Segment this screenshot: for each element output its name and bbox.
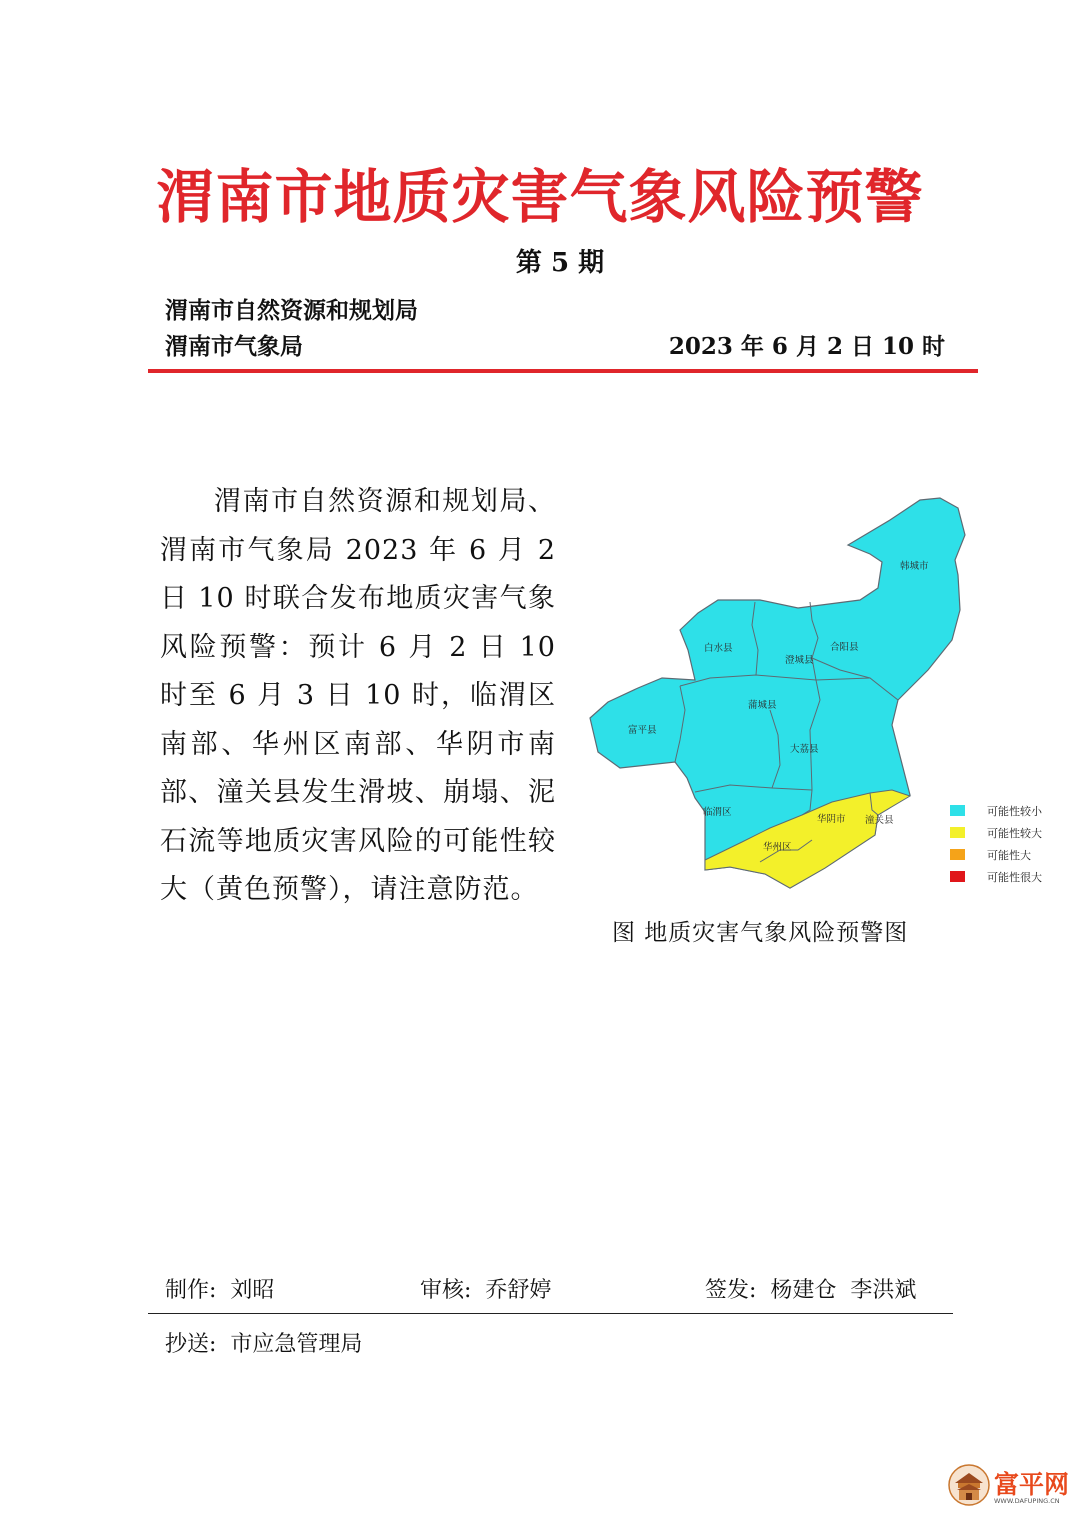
map-label-baishui: 白水县 (704, 643, 733, 654)
map-label-tongguan: 潼关县 (865, 815, 894, 826)
legend-item-high (950, 822, 1078, 844)
map-legend (950, 800, 1078, 888)
map-label-linwei: 临渭区 (703, 807, 732, 818)
legend-label-high: 可能性较大 (987, 827, 1042, 840)
footer-issued-by (705, 1273, 916, 1304)
document-title: 渭南市地质灾害气象风险预警 (156, 163, 924, 231)
issue-time: 2023 年 6 月 2 日 10 时 (668, 333, 945, 360)
legend-swatch-high (950, 827, 965, 838)
footer-rule (148, 1313, 953, 1314)
site-watermark (947, 1463, 1072, 1508)
legend-item-large (950, 844, 1078, 866)
legend-label-large: 可能性大 (987, 849, 1031, 862)
issue-number: 第 5 期 (515, 248, 605, 278)
map-label-huayin: 华阴市 (817, 814, 846, 825)
map-label-hancheng: 韩城市 (900, 561, 929, 572)
map-label-pucheng: 蒲城县 (748, 700, 777, 711)
legend-swatch-large (950, 849, 965, 860)
made-by-label: 制作: (165, 1278, 217, 1303)
issued-by-label: 签发: (705, 1278, 757, 1303)
footer-reviewed-by (420, 1273, 551, 1304)
legend-swatch-very-large (950, 871, 965, 882)
reviewed-by-name: 乔舒婷 (485, 1278, 552, 1303)
legend-label-low: 可能性较小 (987, 805, 1042, 818)
issuer-meteorological-bureau: 渭南市气象局 (165, 333, 303, 360)
footer-cc (165, 1327, 362, 1358)
legend-swatch-low (950, 805, 965, 816)
gate-tower-icon (947, 1463, 991, 1507)
cc-label: 抄送: (165, 1332, 217, 1357)
map-label-dali: 大荔县 (790, 744, 819, 755)
reviewed-by-label: 审核: (420, 1278, 472, 1303)
issued-by-names: 杨建仓 李洪斌 (770, 1278, 917, 1303)
made-by-name: 刘昭 (230, 1278, 275, 1303)
map-label-chengcheng: 澄城县 (785, 655, 814, 666)
legend-item-low (950, 800, 1078, 822)
map-caption: 图 地质灾害气象风险预警图 (612, 920, 909, 946)
watermark-text: 富平网 (994, 1470, 1070, 1499)
map-label-heyang: 合阳县 (830, 642, 859, 653)
map-label-fuping: 富平县 (628, 725, 657, 736)
map-label-huazhou: 华州区 (763, 842, 792, 853)
issuer-natural-resources-bureau: 渭南市自然资源和规划局 (165, 297, 418, 324)
warning-paragraph: 渭南市自然资源和规划局、渭南市气象局 2023 年 6 月 2 日 10 时联合发布地质灾害气象风险预警：预计 6 月 2 日 10 时至 6 月 3 日 10 时，临渭区南部、华州区南部、华阴市南部、潼关县发生滑坡、崩塌、泥石流等地质灾害风险的可能性较大（黄色预警），请注意防范。 (160, 486, 556, 905)
legend-label-very-large: 可能性很大 (987, 871, 1042, 884)
watermark-url: WWW.DAFUPING.CN (994, 1497, 1060, 1505)
legend-item-very-large (950, 866, 1078, 888)
footer-made-by (165, 1273, 274, 1304)
cc-recipient: 市应急管理局 (230, 1332, 363, 1357)
header-red-rule (148, 369, 978, 373)
